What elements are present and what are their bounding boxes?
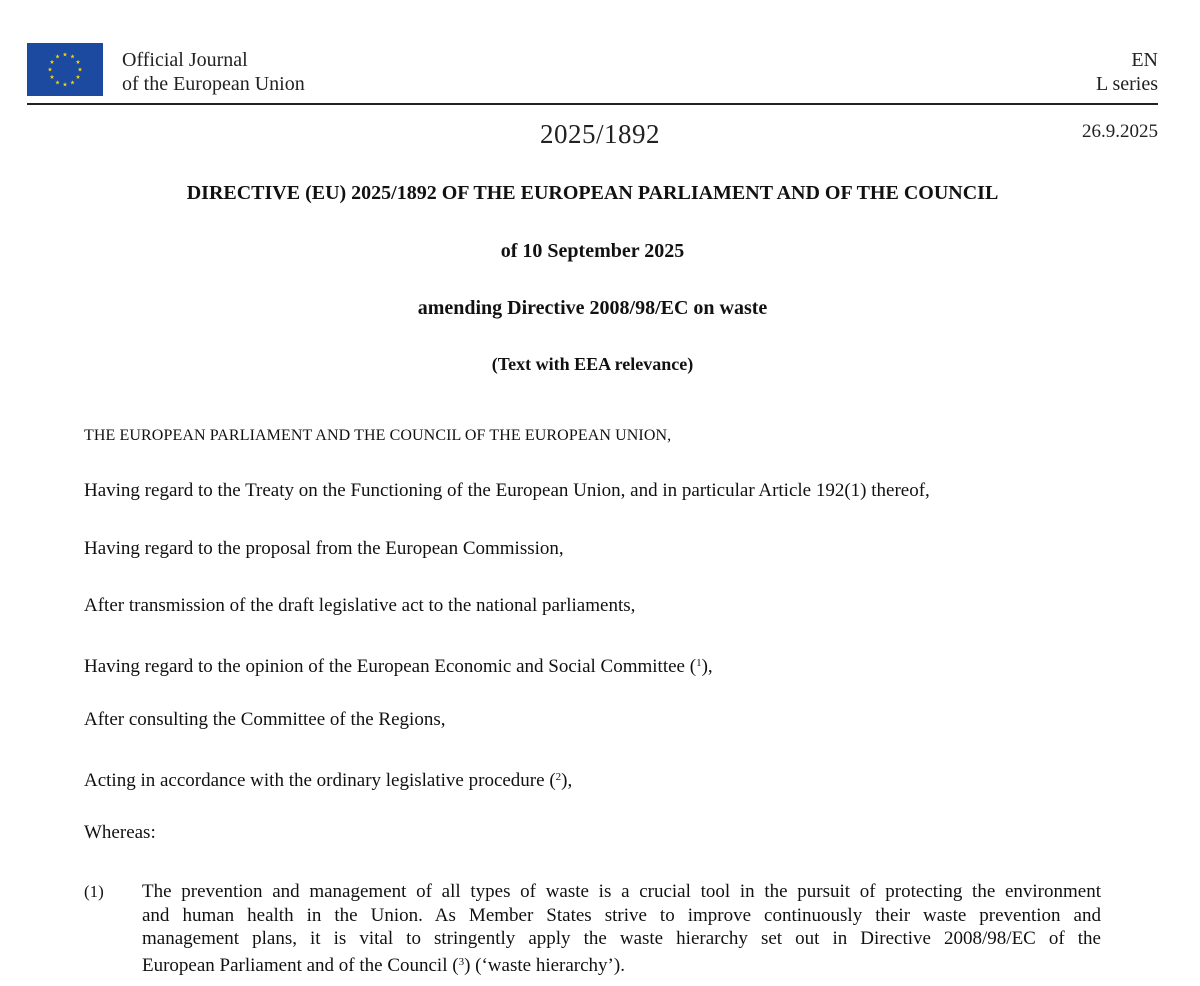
document-number: 2025/1892: [539, 119, 660, 149]
recital-line: The prevention and management of all types of waste is a crucial tool in the pursuit of protecting the environment: [142, 881, 1101, 902]
footnote-ref-3[interactable]: 3: [458, 955, 465, 968]
recital-line: [142, 951, 1101, 978]
eu-flag-icon: [27, 43, 103, 96]
recital-number: (1): [84, 882, 104, 901]
journal-name: [122, 48, 305, 96]
preamble-intro: THE EUROPEAN PARLIAMENT AND THE COUNCIL OF THE EUROPEAN UNION,: [84, 427, 672, 444]
recital-line: and human health in the Union. As Member States strive to improve continuously their waste prevention and: [142, 904, 1101, 926]
footnote-ref-1[interactable]: 1: [696, 657, 702, 669]
recital-line: management plans, it is vital to stringently apply the waste hierarchy set out in Directive 2008/98/EC of the: [142, 928, 1101, 949]
header-rule: [27, 103, 1158, 105]
citation-treaty: Having regard to the Treaty on the Functioning of the European Union, and in particular Article 192(1) thereof,: [84, 480, 930, 501]
citation-procedure: [84, 765, 572, 793]
citation-procedure-end: ),: [561, 770, 573, 791]
directive-subject: amending Directive 2008/98/EC on waste: [417, 297, 768, 319]
directive-date-line: of 10 September 2025: [500, 240, 685, 262]
journal-name-line2: of the European Union: [122, 73, 305, 95]
language-code: EN: [1131, 49, 1158, 71]
directive-title: DIRECTIVE (EU) 2025/1892 OF THE EUROPEAN PARLIAMENT AND OF THE COUNCIL: [186, 182, 999, 204]
series-label: L series: [1095, 73, 1158, 95]
citation-eesc-opinion: [84, 651, 713, 679]
recital-line4-end: ) (‘waste hierarchy’).: [464, 954, 625, 976]
language-series: [1096, 48, 1158, 96]
recital-line4-text: European Parliament and of the Council (: [142, 954, 459, 976]
citation-proposal: Having regard to the proposal from the European Commission,: [84, 538, 564, 559]
journal-name-line1: Official Journal: [122, 49, 248, 71]
footnote-ref-2[interactable]: 2: [555, 771, 562, 783]
citation-procedure-text: Acting in accordance with the ordinary legislative procedure (: [84, 770, 556, 791]
citation-eesc-text: Having regard to the opinion of the European Economic and Social Committee (: [84, 656, 697, 677]
citation-transmission: After transmission of the draft legislative act to the national parliaments,: [84, 595, 636, 616]
publication-date: 26.9.2025: [1082, 121, 1158, 142]
recital-text: [142, 880, 1101, 977]
eea-relevance: (Text with EEA relevance): [491, 354, 694, 374]
citation-eesc-end: ),: [701, 656, 713, 677]
citation-regions: After consulting the Committee of the Regions,: [84, 709, 446, 730]
whereas-label: Whereas:: [84, 822, 156, 843]
